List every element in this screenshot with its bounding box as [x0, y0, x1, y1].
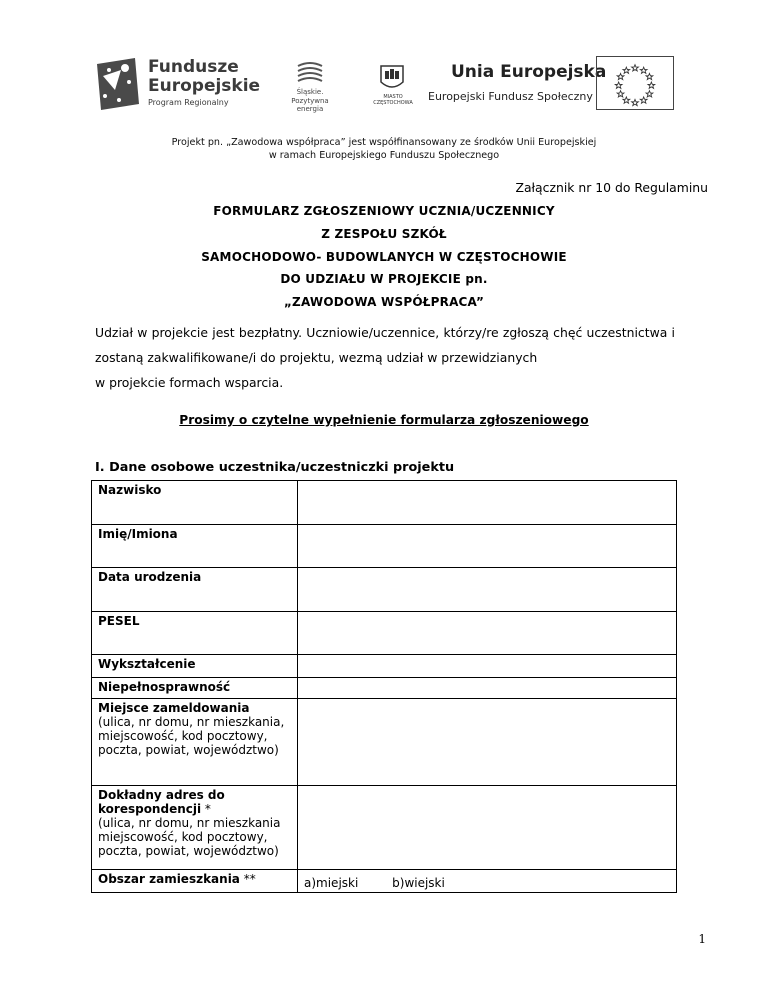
correspondence-field[interactable] — [298, 786, 677, 870]
residence-label: Miejsce zameldowania — [98, 701, 250, 715]
row-label: Niepełnosprawność — [92, 678, 298, 699]
header-logo-bar — [95, 56, 693, 112]
pesel-field[interactable] — [298, 612, 677, 655]
table-row — [92, 655, 677, 678]
correspondence-hint: (ulica, nr domu, nr mieszkania miejscowość, kod pocztowy, poczta, powiat, województwo) — [98, 816, 281, 858]
eu-flag-icon — [596, 56, 674, 110]
surname-field[interactable] — [298, 481, 677, 525]
correspondence-label: Dokładny adres do korespondencji — [98, 788, 225, 816]
form-title-line5: „ZAWODOWA WSPÓŁPRACA” — [283, 295, 485, 309]
project-note-line2: w ramach Europejskiego Funduszu Społecznego — [268, 150, 500, 161]
names-field[interactable] — [298, 525, 677, 568]
table-row — [92, 612, 677, 655]
fundusze-europejskie-mark-icon — [95, 56, 141, 112]
table-row — [92, 786, 677, 870]
section-title: I. Dane osobowe uczestnika/uczestniczki projektu — [95, 460, 455, 475]
row-label — [92, 786, 298, 870]
fe-logo-line2: Europejskie — [148, 76, 261, 96]
fundusze-europejskie-logo — [95, 56, 265, 112]
fe-logo-line1: Fundusze — [148, 57, 239, 77]
project-cofinancing-note — [0, 136, 768, 162]
table-row — [92, 481, 677, 525]
area-field — [298, 870, 677, 893]
annex-label: Załącznik nr 10 do Regulaminu — [515, 180, 708, 195]
form-title-line1: FORMULARZ ZGŁOSZENIOWY UCZNIA/UCZENNICY — [213, 204, 555, 218]
table-row — [92, 699, 677, 786]
intro-paragraph — [95, 320, 675, 395]
table-row — [92, 870, 677, 893]
czestochowa-crest-icon — [379, 64, 405, 92]
page-number: 1 — [698, 932, 706, 946]
form-title-line2: Z ZESPOŁU SZKÓŁ — [321, 227, 447, 241]
intro-main-text: Udział w projekcie jest bezpłatny. Uczniowie/uczennice, którzy/re zgłoszą chęć uczestnictwa i zostaną zakwalifikowane/i do projektu, wezmą udział w przewidzianych — [95, 325, 675, 365]
slaskie-logo-line1: Śląskie. — [296, 88, 324, 96]
row-label: Data urodzenia — [92, 568, 298, 612]
row-label — [92, 870, 298, 893]
fe-logo-line3: Program Regionalny — [148, 98, 229, 107]
personal-data-table — [91, 480, 677, 893]
residence-hint: (ulica, nr domu, nr mieszkania, miejscowość, kod pocztowy, poczta, powiat, województwo) — [98, 715, 285, 757]
table-row — [92, 678, 677, 699]
area-label: Obszar zamieszkania — [98, 872, 240, 886]
slaskie-logo-line2: Pozytywna energia — [291, 97, 329, 113]
form-title-line3: SAMOCHODOWO- BUDOWLANYCH W CZĘSTOCHOWIE — [201, 250, 567, 264]
table-row — [92, 568, 677, 612]
area-star: ** — [239, 872, 256, 886]
row-label: Wykształcenie — [92, 655, 298, 678]
residence-field[interactable] — [298, 699, 677, 786]
row-label: PESEL — [92, 612, 298, 655]
efs-subtitle: Europejski Fundusz Społeczny — [428, 90, 593, 103]
czestochowa-logo — [373, 64, 413, 110]
table-row — [92, 525, 677, 568]
czestochowa-logo-line2: CZĘSTOCHOWA — [373, 100, 413, 106]
disability-field[interactable] — [298, 678, 677, 699]
unia-europejska-title: Unia Europejska — [451, 62, 607, 82]
form-title-line4: DO UDZIAŁU W PROJEKCIE pn. — [280, 272, 488, 286]
slaskie-waves-icon — [295, 60, 325, 86]
birth-date-field[interactable] — [298, 568, 677, 612]
area-option-rural[interactable]: b)wiejski — [392, 876, 445, 890]
project-note-line1: Projekt pn. „Zawodowa współpraca” jest współfinansowany ze środków Unii Europejskiej — [171, 137, 597, 148]
intro-last-line: w projekcie formach wsparcia. — [95, 375, 284, 390]
slaskie-logo — [277, 60, 343, 112]
row-label: Imię/Imiona — [92, 525, 298, 568]
czestochowa-logo-line1: MIASTO — [383, 94, 403, 100]
row-label: Nazwisko — [92, 481, 298, 525]
fill-instruction: Prosimy o czytelne wypełnienie formularza zgłoszeniowego — [179, 413, 589, 427]
education-field[interactable] — [298, 655, 677, 678]
area-option-urban[interactable]: a)miejski — [304, 876, 359, 890]
correspondence-star: * — [201, 802, 211, 816]
row-label — [92, 699, 298, 786]
